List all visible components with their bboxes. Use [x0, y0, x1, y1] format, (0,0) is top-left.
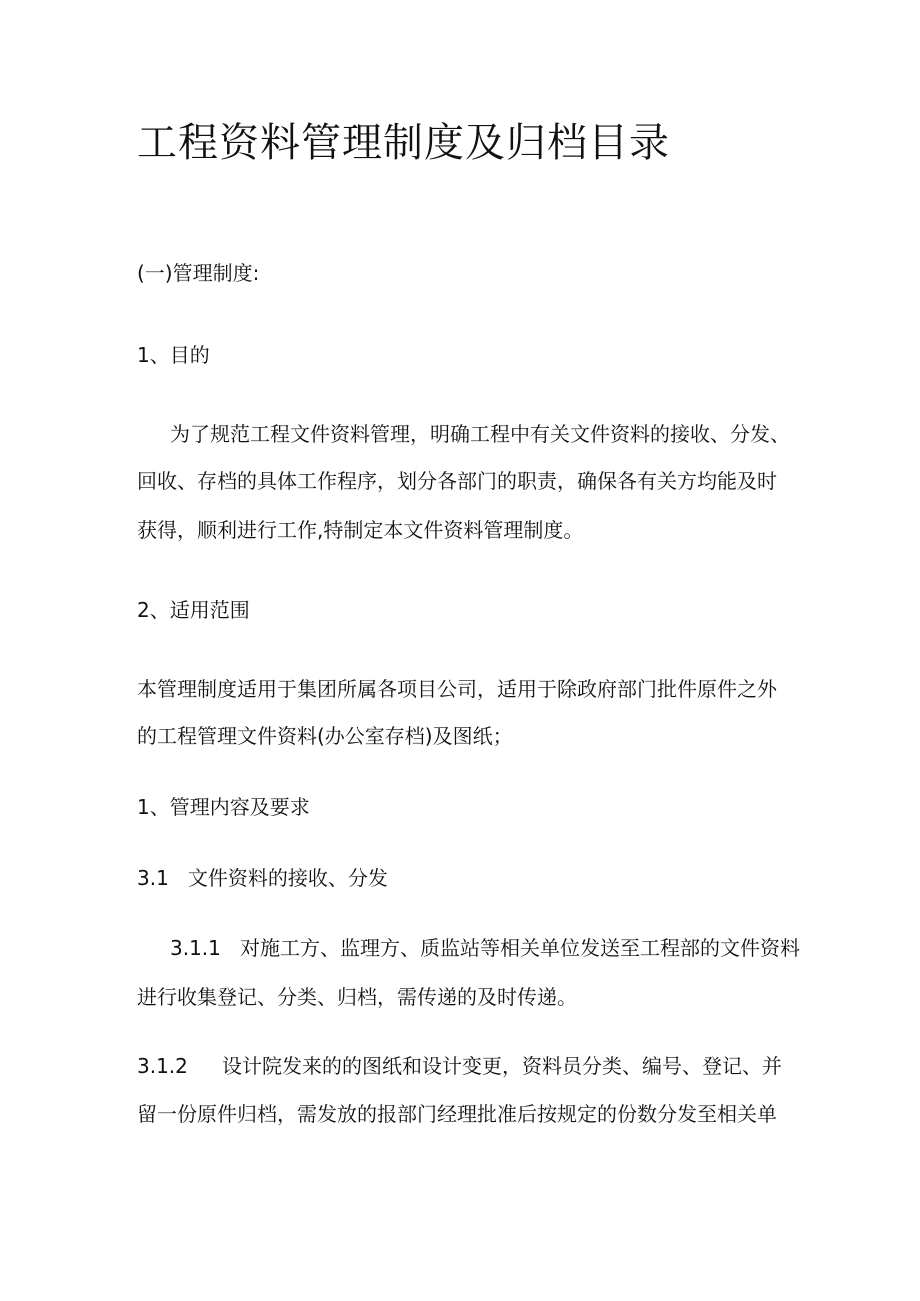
paragraph-scope-line-2: 的工程管理文件资料(办公室存档)及图纸；	[137, 724, 513, 748]
section-heading-management-system: (一)管理制度:	[137, 261, 260, 285]
document-title: 工程资料管理制度及归档目录	[137, 120, 670, 166]
clause-number-3-1-2: 3.1.2	[137, 1054, 188, 1078]
heading-content-requirements: 1、管理内容及要求	[137, 795, 310, 819]
paragraph-purpose-line-3: 获得，顺利进行工作,特制定本文件资料管理制度。	[137, 518, 584, 542]
heading-scope: 2、适用范围	[137, 598, 250, 622]
paragraph-3-1-1-line-1: 3.1.1 对施工方、监理方、质监站等相关单位发送至工程部的文件资料	[170, 936, 800, 960]
paragraph-3-1-2-line-1: 设计院发来的的图纸和设计变更，资料员分类、编号、登记、并	[222, 1054, 782, 1078]
subheading-3-1: 3.1 文件资料的接收、分发	[137, 866, 388, 890]
paragraph-3-1-2-line-2: 留一份原件归档，需发放的报部门经理批准后按规定的份数分发至相关单	[137, 1102, 777, 1126]
paragraph-scope-line-1: 本管理制度适用于集团所属各项目公司，适用于除政府部门批件原件之外	[137, 677, 777, 701]
paragraph-purpose-line-2: 回收、存档的具体工作程序，划分各部门的职责，确保各有关方均能及时	[137, 469, 777, 493]
paragraph-purpose-line-1: 为了规范工程文件资料管理，明确工程中有关文件资料的接收、分发、	[170, 422, 790, 446]
heading-purpose: 1、目的	[137, 343, 210, 367]
paragraph-3-1-1-line-2: 进行收集登记、分类、归档，需传递的及时传递。	[137, 985, 577, 1009]
